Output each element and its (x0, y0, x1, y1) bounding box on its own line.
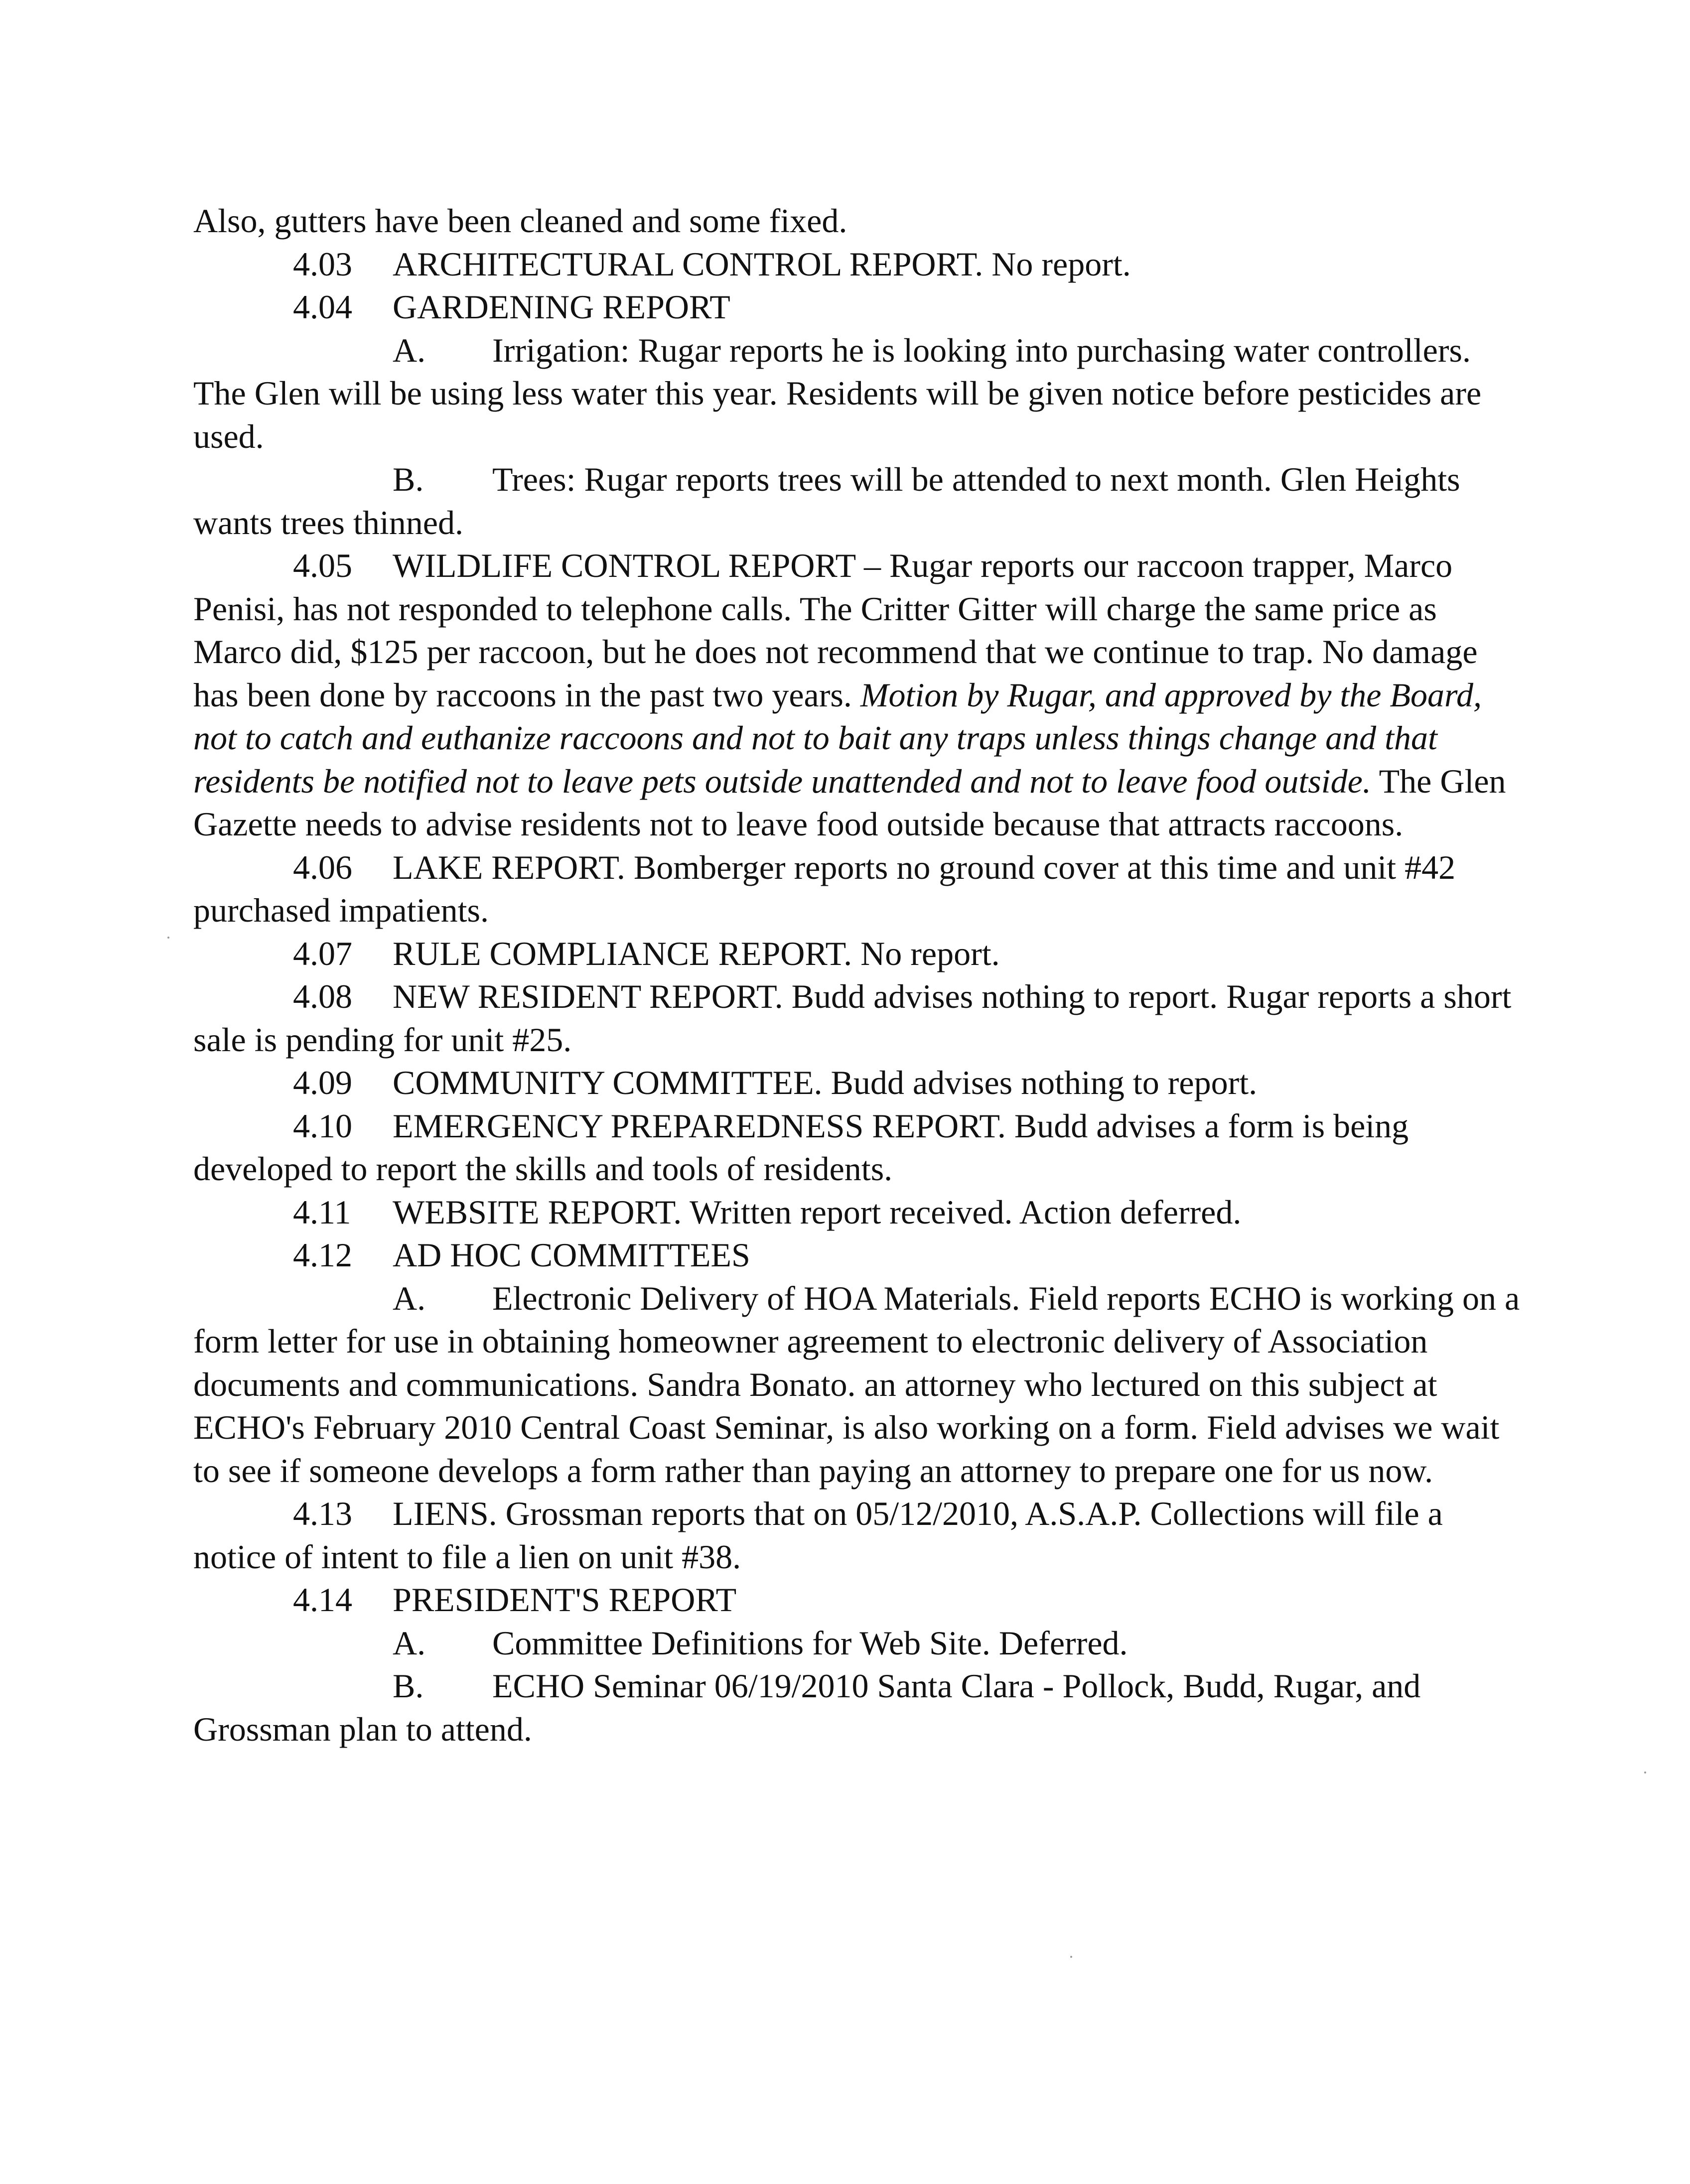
item-text: Irrigation: Rugar reports he is looking into purchasing water controllers. The Glen will be using less water this year. Residents will be given notice before pesticides are used. (193, 331, 1482, 455)
section-number: 4.04 (293, 288, 352, 326)
section-4-13 (193, 1492, 1529, 1578)
section-4-07 (193, 932, 1529, 975)
scan-speck (167, 937, 169, 939)
section-number: 4.13 (293, 1495, 352, 1532)
section-4-04 (193, 285, 1529, 329)
item-letter: A. (393, 1624, 426, 1662)
section-4-12-a (193, 1277, 1529, 1493)
section-4-14-b (193, 1664, 1529, 1751)
section-text: WEBSITE REPORT. Written report received. Action deferred. (393, 1193, 1242, 1231)
section-number: 4.05 (293, 546, 352, 584)
scan-speck (1070, 1956, 1072, 1958)
item-text: Committee Definitions for Web Site. Deferred. (492, 1624, 1128, 1662)
item-text: ECHO Seminar 06/19/2010 Santa Clara - Pollock, Budd, Rugar, and Grossman plan to attend. (193, 1667, 1421, 1748)
section-4-05 (193, 544, 1529, 846)
gutters-text: Also, gutters have been cleaned and some fixed. (193, 202, 847, 240)
item-letter: A. (393, 1279, 426, 1317)
section-4-14-a (193, 1622, 1529, 1665)
scan-speck (1644, 1772, 1646, 1774)
section-text: NEW RESIDENT REPORT. Budd advises nothing to report. Rugar reports a short sale is pending for unit #25. (193, 977, 1512, 1059)
section-4-14 (193, 1578, 1529, 1622)
meeting-minutes-body (193, 199, 1529, 1751)
section-number: 4.06 (293, 848, 352, 886)
section-tail-text: The Glen Gazette needs to advise residents not to leave food outside because that attracts raccoons. (193, 762, 1506, 843)
section-4-11 (193, 1191, 1529, 1234)
section-number: 4.08 (293, 977, 352, 1015)
section-heading: AD HOC COMMITTEES (393, 1236, 750, 1274)
section-4-08 (193, 975, 1529, 1061)
section-4-09 (193, 1061, 1529, 1104)
section-heading: GARDENING REPORT (393, 288, 730, 326)
section-number: 4.12 (293, 1236, 352, 1274)
item-text: Electronic Delivery of HOA Materials. Field reports ECHO is working on a form letter for use in obtaining homeowner agreement to electronic delivery of Association documents and communications. Sandra Bonato. an attorney who lectured on this subject at ECHO's February 2010 Central Coast Seminar, is also working on a form. Field advises we wait to see if someone develops a form rather than paying an attorney to prepare one for us now. (193, 1279, 1520, 1490)
section-4-04-b (193, 458, 1529, 544)
section-4-12 (193, 1233, 1529, 1277)
section-text: EMERGENCY PREPAREDNESS REPORT. Budd advises a form is being developed to report the skills and tools of residents. (193, 1106, 1409, 1188)
section-text: RULE COMPLIANCE REPORT. No report. (393, 934, 1000, 972)
section-number: 4.14 (293, 1581, 352, 1619)
item-letter: B. (393, 460, 424, 498)
item-letter: B. (393, 1667, 424, 1705)
section-number: 4.11 (293, 1193, 351, 1231)
section-heading: PRESIDENT'S REPORT (393, 1581, 737, 1619)
item-text: Trees: Rugar reports trees will be attended to next month. Glen Heights wants trees thinned. (193, 460, 1460, 542)
section-number: 4.09 (293, 1064, 352, 1101)
section-4-03 (193, 243, 1529, 286)
section-number: 4.07 (293, 934, 352, 972)
section-number: 4.10 (293, 1106, 352, 1145)
section-text: LIENS. Grossman reports that on 05/12/2010, A.S.A.P. Collections will file a notice of intent to file a lien on unit #38. (193, 1495, 1443, 1576)
section-4-10 (193, 1104, 1529, 1191)
section-4-06 (193, 846, 1529, 932)
motion-text: Motion by Rugar, and approved by the Board, not to catch and euthanize raccoons and not to bait any traps unless things change and that residents be notified not to leave pets outside unattended and not to leave food outside. (193, 676, 1482, 800)
section-number: 4.03 (293, 245, 352, 283)
section-text: WILDLIFE CONTROL REPORT – Rugar reports our raccoon trapper, Marco Penisi, has not responded to telephone calls. The Critter Gitter will charge the same price as Marco did, $125 per raccoon, but he does not recommend that we continue to trap. No damage has been done by raccoons in the past two years. (193, 546, 1478, 714)
section-4-04-a (193, 329, 1529, 458)
section-text: LAKE REPORT. Bomberger reports no ground cover at this time and unit #42 purchased impatients. (193, 848, 1456, 929)
section-text: COMMUNITY COMMITTEE. Budd advises nothing to report. (393, 1064, 1258, 1101)
section-text: ARCHITECTURAL CONTROL REPORT. No report. (393, 245, 1131, 283)
paragraph-gutters (193, 199, 1529, 243)
item-letter: A. (393, 331, 426, 369)
